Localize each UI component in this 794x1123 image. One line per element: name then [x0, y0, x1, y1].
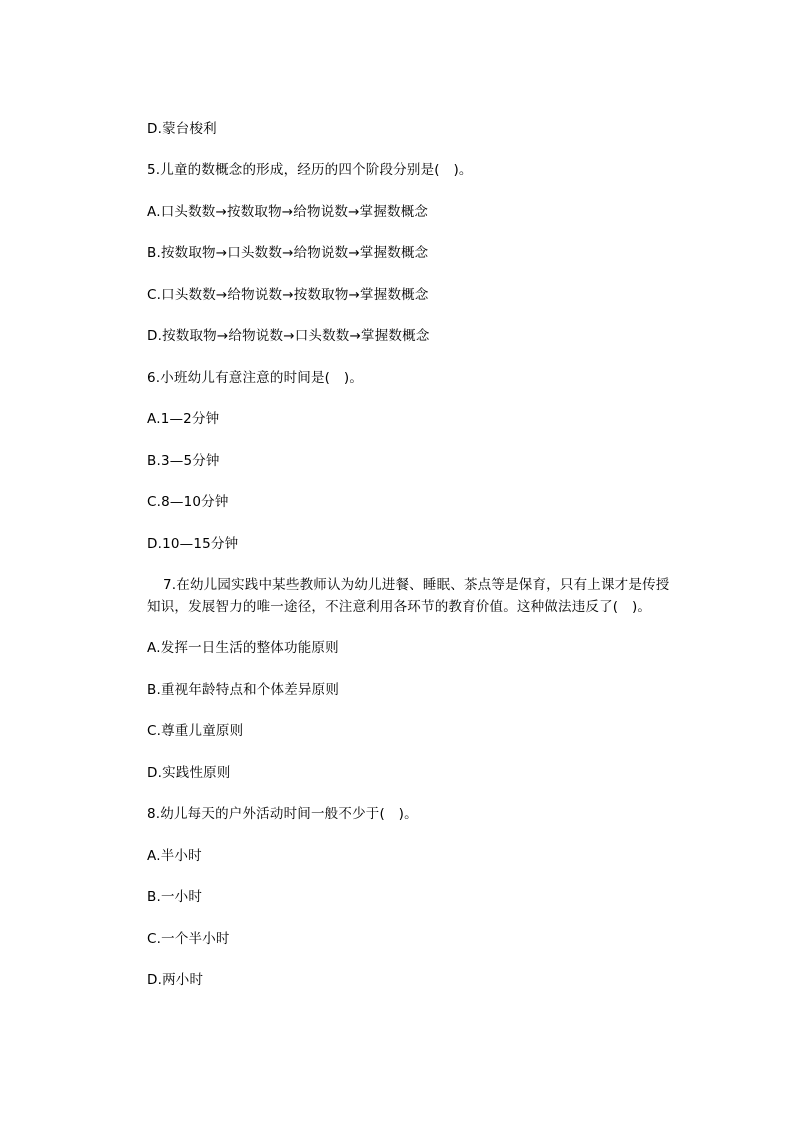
- option-6d: D.10—15分钟: [147, 536, 239, 552]
- option-4d: D.蒙台梭利: [147, 121, 217, 137]
- question-8: 8.幼儿每天的户外活动时间一般不少于( )。: [147, 806, 418, 822]
- option-6b: B.3—5分钟: [147, 453, 220, 469]
- option-7d: D.实践性原则: [147, 765, 231, 781]
- option-8d: D.两小时: [147, 972, 204, 988]
- option-8c: C.一个半小时: [147, 931, 230, 947]
- question-7-cont: [147, 596, 667, 618]
- question-7: [147, 574, 670, 596]
- option-5d: D.按数取物→给物说数→口头数数→掌握数概念: [147, 328, 430, 344]
- option-5b: B.按数取物→口头数数→给物说数→掌握数概念: [147, 245, 429, 261]
- option-8b: B.一小时: [147, 889, 203, 905]
- question-6: 6.小班幼儿有意注意的时间是( )。: [147, 370, 364, 386]
- option-8a: A.半小时: [147, 848, 202, 864]
- option-5c: C.口头数数→给物说数→按数取物→掌握数概念: [147, 287, 429, 303]
- question-5: 5.儿童的数概念的形成，经历的四个阶段分别是( )。: [147, 162, 473, 178]
- option-6a: A.1—2分钟: [147, 411, 220, 427]
- option-7c: C.尊重儿童原则: [147, 723, 244, 739]
- question-7-line-1: 7.在幼儿园实践中某些教师认为幼儿进餐、睡眠、茶点等是保育，只有上课才是传授: [163, 577, 670, 593]
- question-7-line-2: 知识，发展智力的唯一途径，不注意利用各环节的教育价值。这种做法违反了( )。: [147, 599, 652, 615]
- option-6c: C.8—10分钟: [147, 494, 229, 510]
- option-7b: B.重视年龄特点和个体差异原则: [147, 682, 340, 698]
- option-5a: A.口头数数→按数取物→给物说数→掌握数概念: [147, 204, 429, 220]
- option-7a: A.发挥一日生活的整体功能原则: [147, 640, 339, 656]
